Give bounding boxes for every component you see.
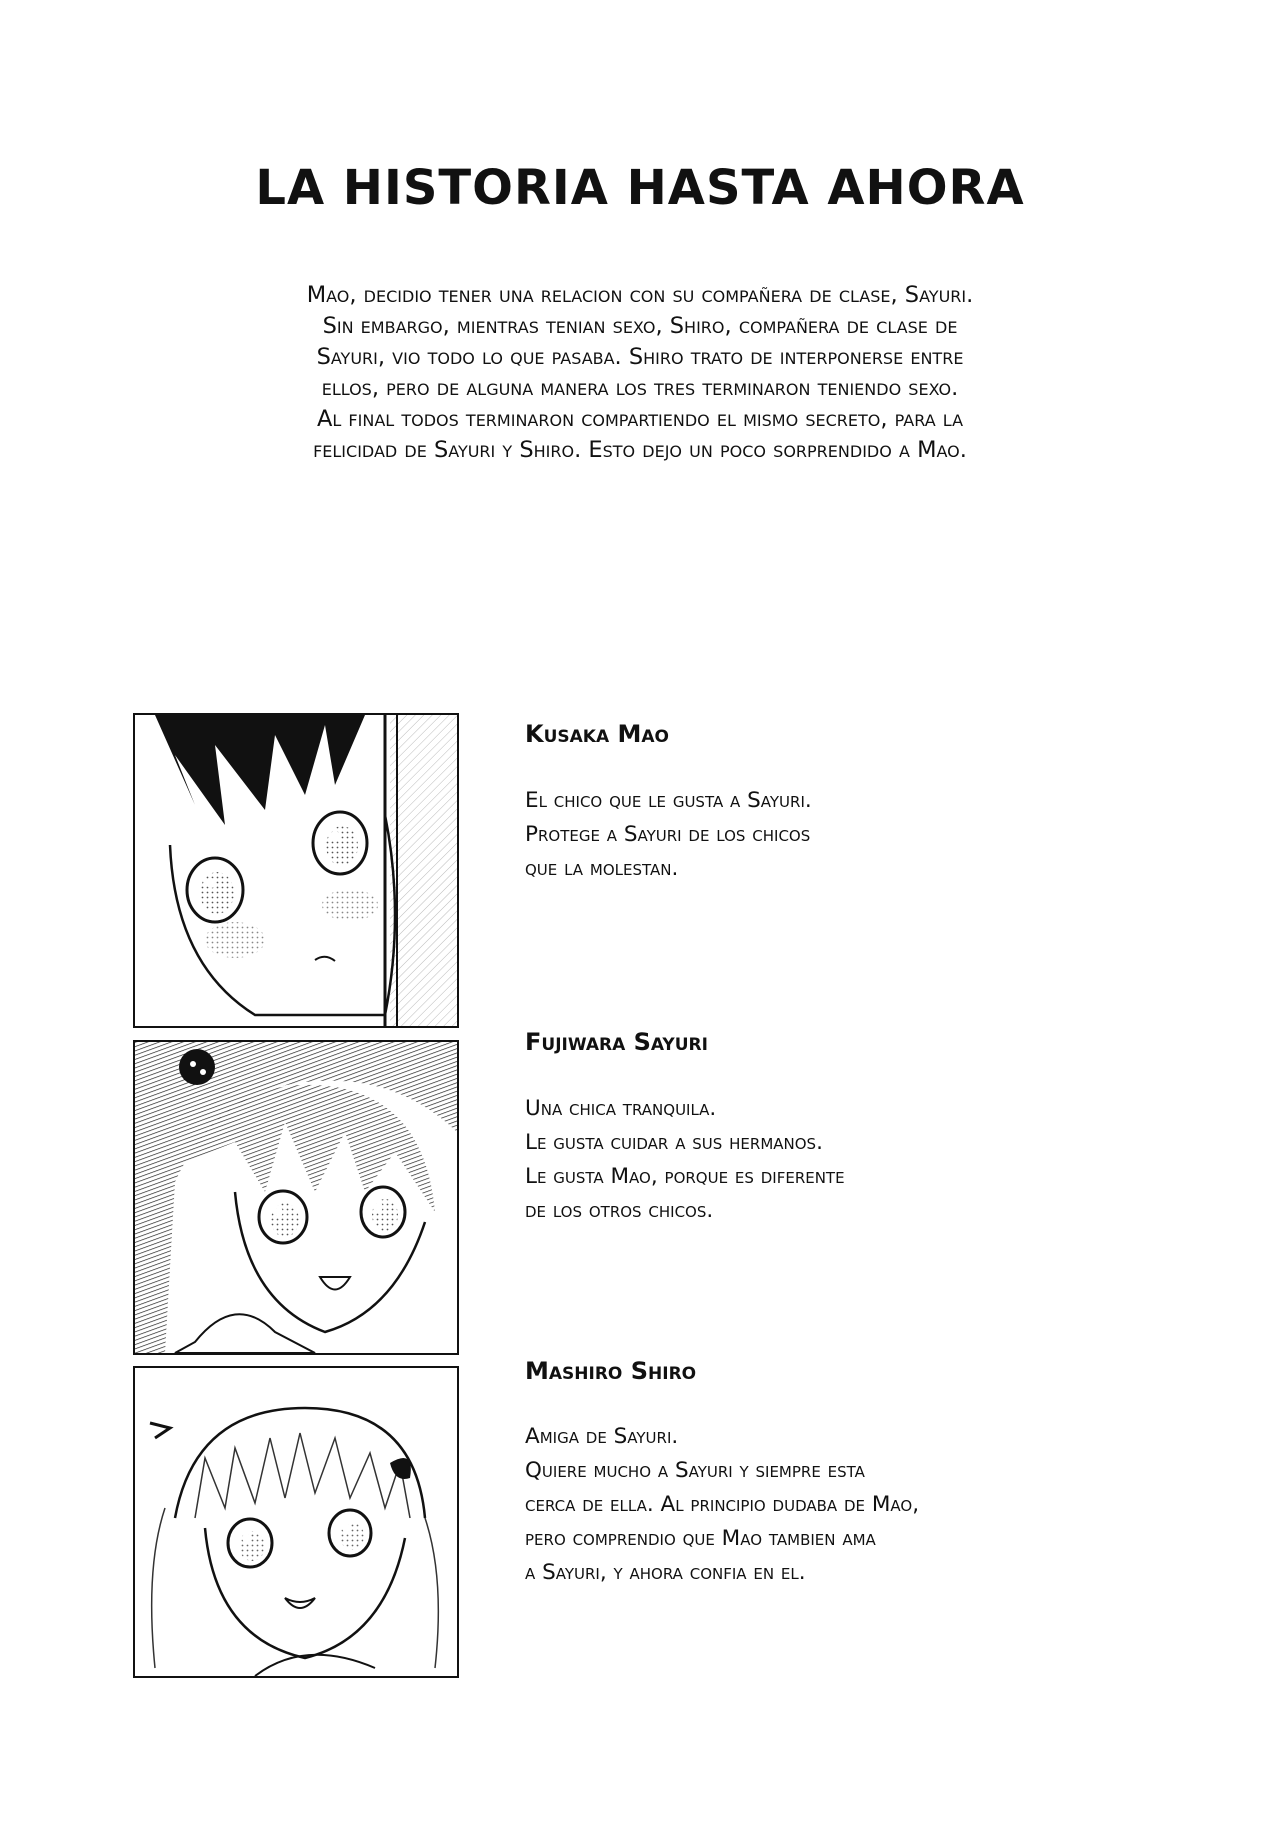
character-name-mao: Kusaka Mao <box>525 720 669 748</box>
summary-line: felicidad de Sayuri y Shiro. Esto dejo un poco sorprendido a Mao. <box>313 437 967 463</box>
description-line: a Sayuri, y ahora confia en el. <box>525 1560 806 1585</box>
character-name-shiro: Mashiro Shiro <box>525 1357 697 1385</box>
summary-line: Sin embargo, mientras tenian sexo, Shiro, compañera de clase de <box>322 313 958 339</box>
summary-line: Al final todos terminaron compartiendo el mismo secreto, para la <box>316 406 964 432</box>
summary-line: Sayuri, vio todo lo que pasaba. Shiro trato de interponerse entre <box>316 344 964 370</box>
shiro-illustration <box>135 1368 457 1676</box>
portrait-mao <box>133 713 459 1028</box>
description-line: pero comprendio que Mao tambien ama <box>525 1526 876 1551</box>
sayuri-illustration <box>135 1042 457 1353</box>
description-line: Le gusta cuidar a sus hermanos. <box>525 1130 823 1155</box>
description-line: El chico que le gusta a Sayuri. <box>525 788 812 813</box>
character-description-sayuri <box>525 1092 845 1228</box>
description-line: Amiga de Sayuri. <box>525 1424 679 1449</box>
portrait-sayuri <box>133 1040 459 1355</box>
story-summary <box>150 280 1130 466</box>
description-line: Una chica tranquila. <box>525 1096 717 1121</box>
portrait-shiro <box>133 1366 459 1678</box>
description-line: cerca de ella. Al principio dudaba de Mao, <box>525 1492 920 1517</box>
description-line: Protege a Sayuri de los chicos <box>525 822 811 847</box>
summary-line: Mao, decidio tener una relacion con su compañera de clase, Sayuri. <box>306 282 974 308</box>
description-line: que la molestan. <box>525 856 679 881</box>
mao-illustration <box>135 715 457 1026</box>
description-line: Le gusta Mao, porque es diferente <box>525 1164 845 1189</box>
page-title: LA HISTORIA HASTA AHORA <box>255 160 1025 216</box>
character-name-sayuri: Fujiwara Sayuri <box>525 1028 708 1056</box>
character-description-shiro <box>525 1420 919 1590</box>
description-line: Quiere mucho a Sayuri y siempre esta <box>525 1458 865 1483</box>
description-line: de los otros chicos. <box>525 1198 714 1223</box>
character-description-mao <box>525 784 812 886</box>
summary-line: ellos, pero de alguna manera los tres terminaron teniendo sexo. <box>321 375 959 401</box>
